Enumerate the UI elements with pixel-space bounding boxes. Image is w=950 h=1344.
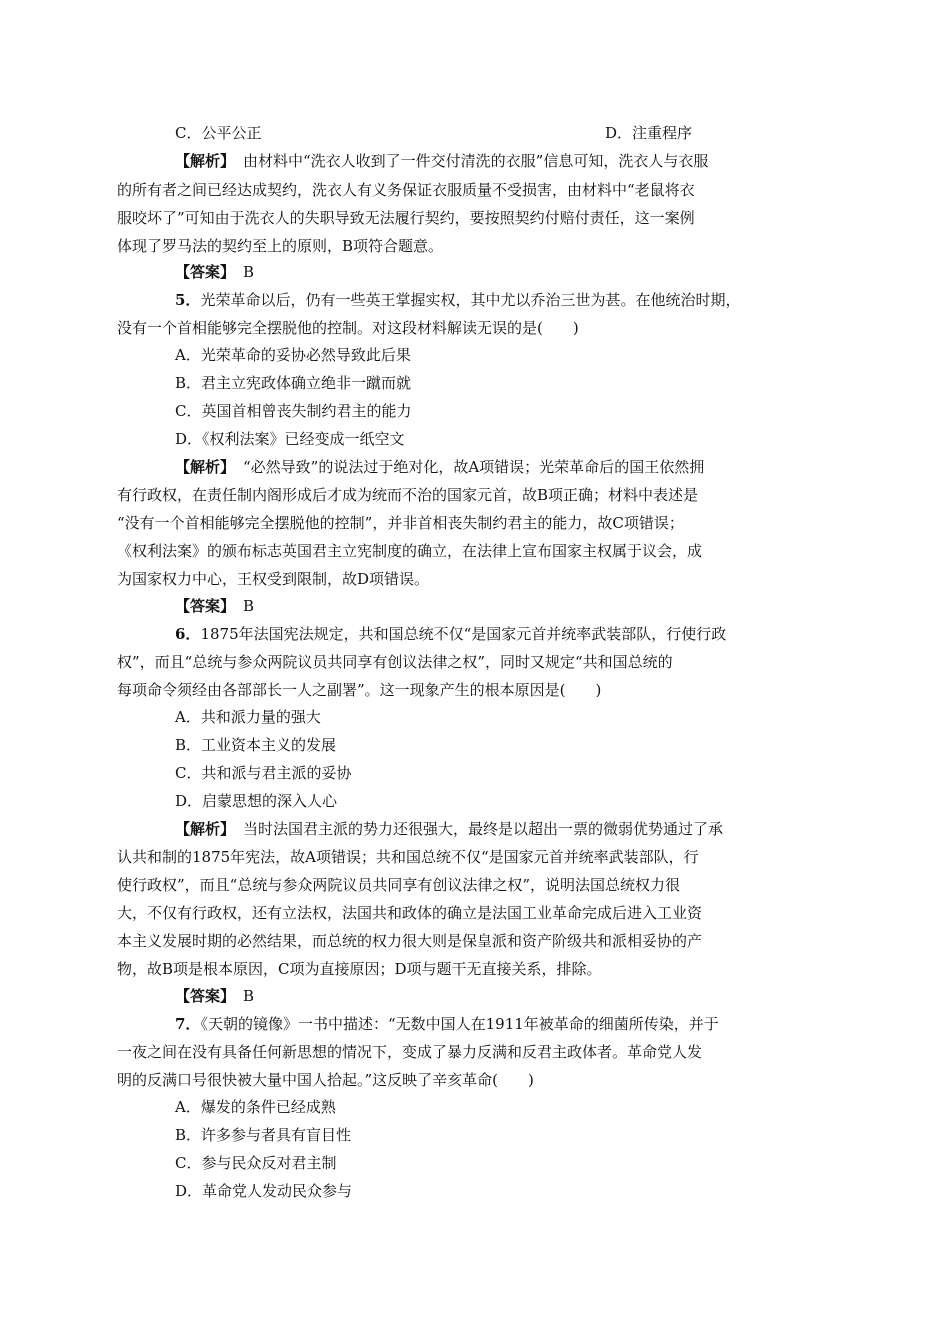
question-stem-line: 一夜之间在没有具备任何新思想的情况下，变成了暴力反满和反君主政体者。革命党人发 [117,1043,703,1061]
option-b: B．许多参与者具有盲目性 [175,1126,352,1144]
analysis-line: “没有一个首相能够完全摆脱他的控制”，并非首相丧失制约君主的能力，故C项错误； [117,514,684,532]
question-stem: 6．1875年法国宪法规定，共和国总统不仅“是国家元首并统率武装部队，行使行政 [175,625,727,643]
analysis-line: 为国家权力中心，王权受到限制，故D项错误。 [117,570,430,588]
analysis-line: 【解析】 “必然导致”的说法过于绝对化，故A项错误；光荣革命后的国王依然拥 [175,458,705,476]
option-d: D．《权利法案》已经变成一纸空文 [175,430,405,448]
analysis-line: 本主义发展时期的必然结果，而总统的权力很大则是保皇派和资产阶级共和派相妥协的产 [117,932,703,950]
option-a: A．爆发的条件已经成熟 [175,1098,336,1116]
question-number: 5． [175,291,201,309]
answer-label: 【答案】 [175,263,236,281]
option-c: C．共和派与君主派的妥协 [175,764,352,782]
answer-label: 【答案】 [175,597,236,615]
analysis-label: 【解析】 [175,152,236,170]
analysis-line: 【解析】 由材料中“洗衣人收到了一件交付清洗的衣服”信息可知，洗衣人与衣服 [175,152,709,170]
analysis-line: 物，故B项是根本原因，C项为直接原因；D项与题干无直接关系，排除。 [117,960,602,978]
answer-value: B [243,263,255,281]
option-b: B．君主立宪政体确立绝非一蹴而就 [175,374,412,392]
analysis-line: 【解析】 当时法国君主派的势力还很强大，最终是以超出一票的微弱优势通过了承 [175,820,724,838]
question-stem: 7．《天朝的镜像》一书中描述：“无数中国人在1911年被革命的细菌所传染，并于 [175,1015,719,1033]
analysis-line: 服咬坏了”可知由于洗衣人的失职导致无法履行契约，要按照契约付赔付责任，这一案例 [117,209,695,227]
analysis-line: 《权利法案》的颁布标志英国君主立宪制度的确立，在法律上宣布国家主权属于议会，成 [117,542,703,560]
analysis-line: 大，不仅有行政权，还有立法权，法国共和政体的确立是法国工业革命完成后进入工业资 [117,904,703,922]
analysis-line: 使行政权”，而且“总统与参众两院议员共同享有创议法律之权”，说明法国总统权力很 [117,876,681,894]
question-stem-line: 每项命令须经由各部部长一人之副署”。这一现象产生的根本原因是( ) [117,681,602,699]
analysis-line: 有行政权，在责任制内阁形成后才成为统而不治的国家元首，故B项正确；材料中表述是 [117,486,699,504]
answer-label: 【答案】 [175,987,236,1005]
option-c: C．公平公正 [175,124,262,142]
answer-value: B [243,987,255,1005]
option-d: D．启蒙思想的深入人心 [175,792,338,810]
option-d: D．革命党人发动民众参与 [175,1182,353,1200]
option-a: A．共和派力量的强大 [175,708,321,726]
analysis-line: 体现了罗马法的契约至上的原则，B项符合题意。 [117,237,444,255]
analysis-line: 的所有者之间已经达成契约，洗衣人有义务保证衣服质量不受损害，由材料中“老鼠将衣 [117,181,695,199]
question-stem-line: 权”，而且“总统与参众两院议员共同享有创议法律之权”，同时又规定“共和国总统的 [117,653,673,671]
answer-value: B [243,597,255,615]
question-number: 6． [175,625,201,643]
analysis-label: 【解析】 [175,820,236,838]
answer-line [175,262,254,282]
option-c: C．英国首相曾丧失制约君主的能力 [175,402,412,420]
answer-line [175,986,254,1006]
answer-line [175,596,254,616]
option-a: A．光荣革命的妥协必然导致此后果 [175,346,411,364]
option-row [175,123,875,143]
option-b: B．工业资本主义的发展 [175,736,337,754]
analysis-label: 【解析】 [175,458,236,476]
question-number: 7． [175,1015,201,1033]
option-c: C．参与民众反对君主制 [175,1154,337,1172]
question-stem-line: 明的反满口号很快被大量中国人拾起。”这反映了辛亥革命( ) [117,1071,534,1089]
analysis-line: 认共和制的1875年宪法，故A项错误；共和国总统不仅“是国家元首并统率武装部队，行 [117,848,699,866]
question-stem-line: 没有一个首相能够完全摆脱他的控制。对这段材料解读无误的是( ) [117,319,579,337]
option-d: D．注重程序 [605,124,693,142]
question-stem: 5．光荣革命以后，仍有一些英王掌握实权，其中尤以乔治三世为甚。在他统治时期， [175,291,741,309]
